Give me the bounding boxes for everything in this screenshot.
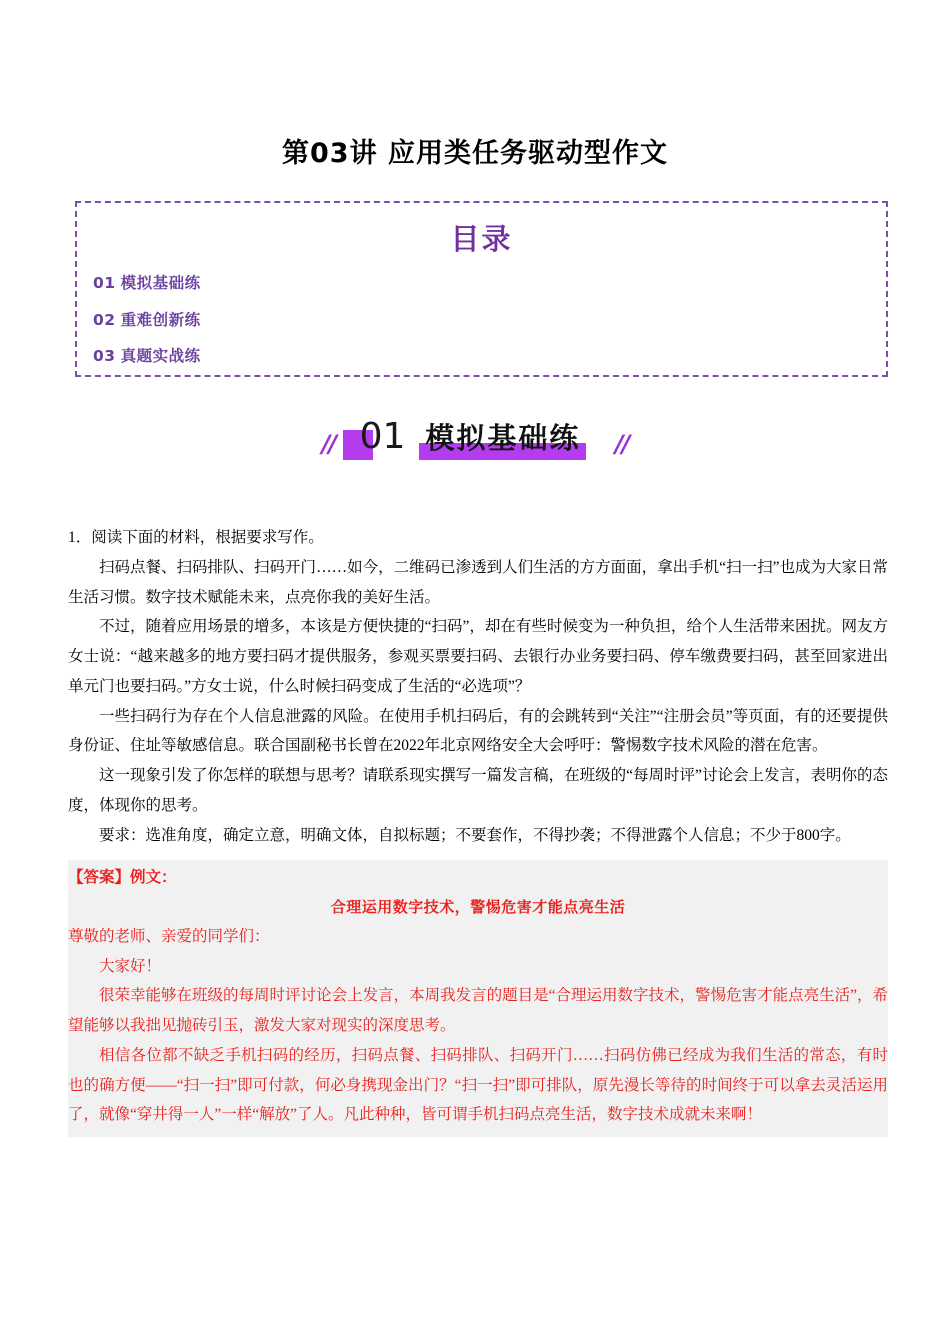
section-number-group bbox=[356, 416, 408, 461]
question-stem: 1．阅读下面的材料，根据要求写作。 bbox=[68, 529, 324, 547]
section-title: 模拟基础练 bbox=[425, 421, 581, 456]
table-of-contents bbox=[75, 201, 888, 377]
toc-item-01[interactable] bbox=[93, 274, 872, 293]
question-paragraph-2: 不过，随着应用场景的增多，本该是方便快捷的“扫码”，却在有些时候变为一种负担，给个人生活带来困扰。网友方女士说：“越来越多的地方要扫码才提供服务，参观买票要扫码、去银行办业务要扫码、停车缴费要扫码，甚至回家进出单元门也要扫码。”方女士说，什么时候扫码变成了生活的“必选项”？ bbox=[68, 618, 888, 695]
answer-salutation: 尊敬的老师、亲爱的同学们： bbox=[68, 927, 270, 945]
answer-block bbox=[68, 860, 888, 1137]
section-number: 01 bbox=[359, 416, 406, 458]
toc-item-label: 重难创新练 bbox=[120, 310, 201, 329]
toc-item-number: 03 bbox=[93, 347, 116, 366]
toc-item-number: 01 bbox=[93, 274, 116, 293]
answer-paragraph-1: 很荣幸能够在班级的每周时评讨论会上发言，本周我发言的题目是“合理运用数字技术，警惕危害才能点亮生活”，希望能够以我拙见抛砖引玉，激发大家对现实的深度思考。 bbox=[68, 987, 888, 1035]
toc-heading: 目录 bbox=[450, 222, 513, 257]
answer-greeting: 大家好！ bbox=[99, 957, 162, 975]
toc-item-number: 02 bbox=[93, 310, 116, 329]
question-paragraph-3: 一些扫码行为存在个人信息泄露的风险。在使用手机扫码后，有的会跳转到“关注”“注册会员”等页面，有的还要提供身份证、住址等敏感信息。联合国副秘书长曾在2022年北京网络安全大会呼吁：警惕数字技术风险的潜在危害。 bbox=[68, 707, 888, 755]
answer-label: 【答案】例文： bbox=[68, 869, 177, 887]
double-slash-right-icon: // bbox=[614, 430, 629, 459]
answer-paragraph-2: 相信各位都不缺乏手机扫码的经历，扫码点餐、扫码排队、扫码开门……扫码仿佛已经成为我们生活的常态，有时也的确方便——“扫一扫”即可付款，何必身携现金出门？“扫一扫”即可排队，原先漫长等待的时间终于可以拿去灵活运用了，就像“穿井得一人”一样“解放”了人。凡此种种，皆可谓手机扫码点亮生活，数字技术成就未来啊！ bbox=[68, 1046, 888, 1124]
toc-item-label: 模拟基础练 bbox=[120, 274, 201, 293]
section-banner-inner bbox=[322, 417, 629, 464]
toc-item-03[interactable] bbox=[93, 347, 872, 366]
section-banner bbox=[0, 417, 950, 509]
toc-item-label: 真题实战练 bbox=[120, 347, 201, 366]
question-requirements: 要求：选准角度，确定立意，明确文体，自拟标题；不要套作，不得抄袭；不得泄露个人信息；不少于800字。 bbox=[99, 826, 851, 844]
toc-item-02[interactable] bbox=[93, 311, 872, 330]
question-paragraph-1: 扫码点餐、扫码排队、扫码开门……如今，二维码已渗透到人们生活的方方面面，拿出手机“扫一扫”也成为大家日常生活习惯。数字技术赋能未来，点亮你我的美好生活。 bbox=[68, 558, 888, 606]
page-title: 第03讲 应用类任务驱动型作文 bbox=[282, 138, 668, 169]
section-title-group bbox=[411, 420, 594, 464]
answer-essay-title: 合理运用数字技术，警惕危害才能点亮生活 bbox=[330, 898, 626, 917]
question-body bbox=[68, 523, 888, 850]
question-paragraph-4: 这一现象引发了你怎样的联想与思考？请联系现实撰写一篇发言稿，在班级的“每周时评”讨论会上发言，表明你的态度，体现你的思考。 bbox=[68, 767, 888, 814]
double-slash-left-icon: // bbox=[321, 430, 336, 459]
